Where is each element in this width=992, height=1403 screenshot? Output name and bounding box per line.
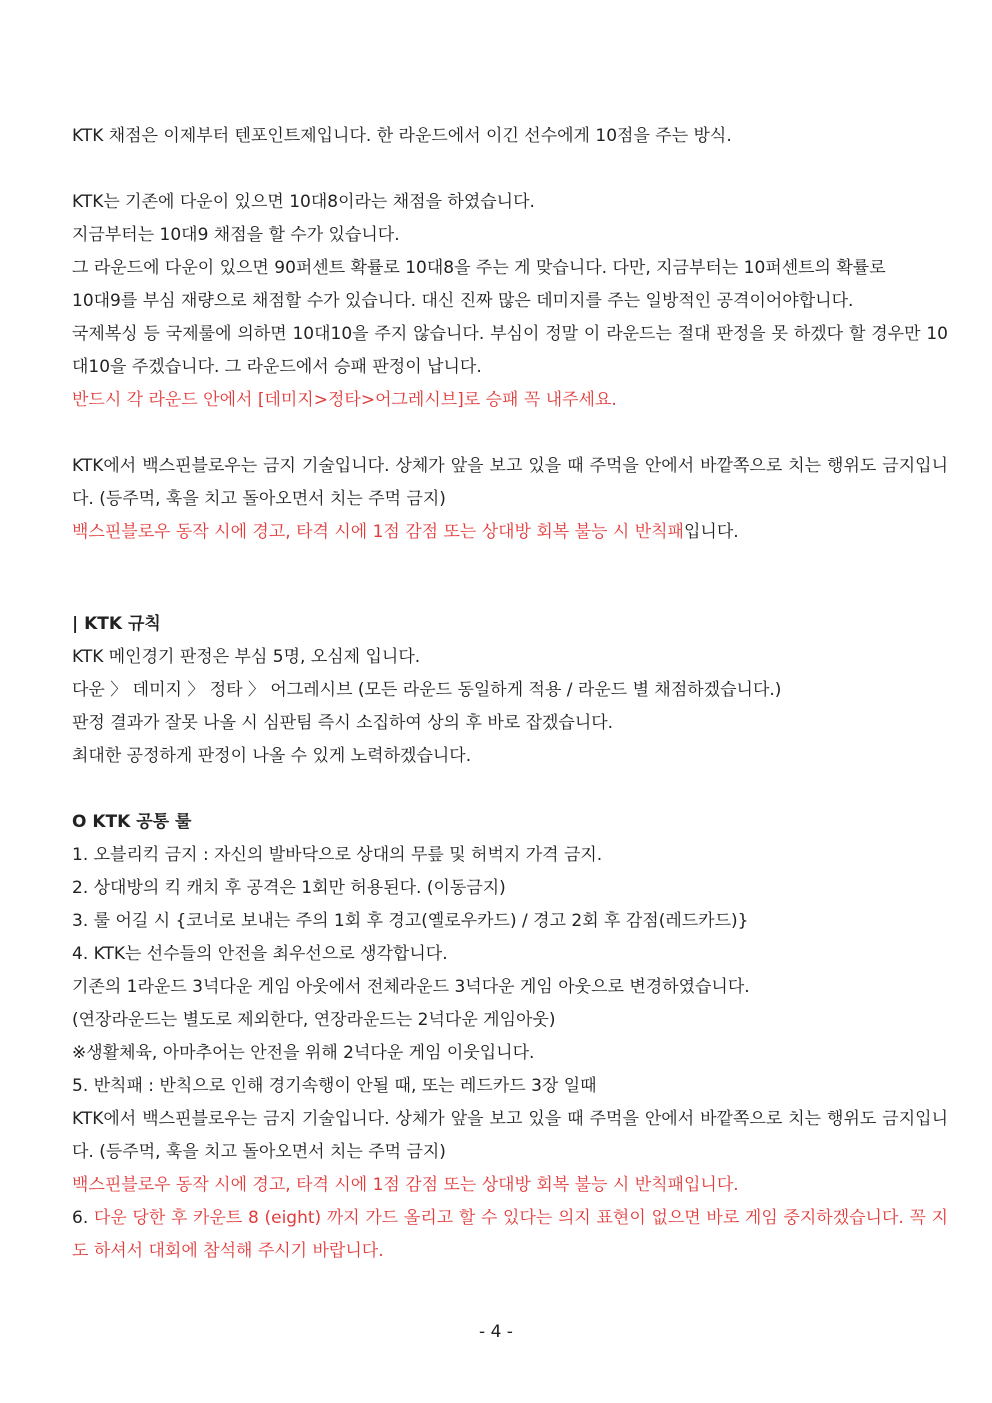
paragraph-text: 그 라운드에 다운이 있으면 90퍼센트 확률로 10대8을 주는 게 맞습니다. 다만, 지금부터는 10퍼센트의 확률로 — [72, 258, 886, 278]
paragraph-text: KTK에서 백스핀블로우는 금지 기술입니다. 상체가 앞을 보고 있을 때 주먹을 안에서 바깥쪽으로 치는 행위도 금지입니다. (등주먹, 훅을 치고 돌아오면서 치는 주먹 금지) — [72, 456, 948, 509]
list-item: 다운 〉 데미지 〉 정타 〉 어그레시브 (모든 라운드 동일하게 적용 / 라운드 별 채점하겠습니다.) — [72, 680, 782, 700]
section-title-rules: | KTK 규칙 — [72, 614, 161, 634]
list-item: 4. KTK는 선수들의 안전을 최우선으로 생각합니다. — [72, 944, 448, 964]
list-item: KTK 메인경기 판정은 부심 5명, 오심제 입니다. — [72, 647, 421, 667]
document-body — [72, 120, 948, 1268]
list-item: 기존의 1라운드 3넉다운 게임 아웃에서 전체라운드 3넉다운 게임 아웃으로 변경하였습니다. — [72, 977, 750, 997]
paragraph-text: 국제복싱 등 국제룰에 의하면 10대10을 주지 않습니다. 부심이 정말 이 라운드는 절대 판정을 못 하겠다 할 경우만 10대10을 주겠습니다. 그 라운드에서 승패 판정이 납니다. — [72, 324, 948, 377]
list-item: 1. 오블리킥 금지 : 자신의 발바닥으로 상대의 무릎 및 허벅지 가격 금지. — [72, 845, 603, 865]
highlight-text: 다운 당한 후 카운트 8 (eight) 까지 가드 올리고 할 수 있다는 의지 표현이 없으면 바로 게임 중지하겠습니다. 꼭 지도 하셔서 대회에 참석해 주시기 바랍니다. — [72, 1208, 949, 1261]
paragraph-scoring-intro: KTK 채점은 이제부터 텐포인트제입니다. 한 라운드에서 이긴 선수에게 10점을 주는 방식. — [72, 126, 732, 146]
section-title-common-rules: O KTK 공통 룰 — [72, 812, 192, 832]
list-item: 6. 다운 당한 후 카운트 8 (eight) 까지 가드 올리고 할 수 있다는 의지 표현이 없으면 바로 게임 중지하겠습니다. 꼭 지도 하셔서 대회에 참석해 주시기 바랍니다. — [72, 1208, 949, 1261]
paragraph-text: 10대9를 부심 재량으로 채점할 수가 있습니다. 대신 진짜 많은 데미지를 주는 일방적인 공격이어야합니다. — [72, 291, 854, 311]
list-item: 3. 룰 어길 시 {코너로 보내는 주의 1회 후 경고(옐로우카드) / 경고 2회 후 감점(레드카드)} — [72, 911, 749, 931]
highlight-text: 백스핀블로우 동작 시에 경고, 타격 시에 1점 감점 또는 상대방 회복 불능 시 반칙패 — [72, 522, 684, 542]
list-item: 2. 상대방의 킥 캐치 후 공격은 1회만 허용된다. (이동금지) — [72, 878, 506, 898]
list-item: ※생활체육, 아마추어는 안전을 위해 2넉다운 게임 이웃입니다. — [72, 1043, 535, 1063]
paragraph-text: 지금부터는 10대9 채점을 할 수가 있습니다. — [72, 225, 400, 245]
page-number: - 4 - — [479, 1322, 513, 1342]
highlight-text: 백스핀블로우 동작 시에 경고, 타격 시에 1점 감점 또는 상대방 회복 불능 시 반칙패입니다. — [72, 1175, 739, 1195]
list-item: 판정 결과가 잘못 나올 시 심판팀 즉시 소집하여 상의 후 바로 잡겠습니다. — [72, 713, 614, 733]
paragraph-warning: 백스핀블로우 동작 시에 경고, 타격 시에 1점 감점 또는 상대방 회복 불능 시 반칙패입니다. — [72, 522, 739, 542]
paragraph-text: KTK는 기존에 다운이 있으면 10대8이라는 채점을 하였습니다. — [72, 192, 535, 212]
list-item: 최대한 공정하게 판정이 나올 수 있게 노력하겠습니다. — [72, 746, 472, 766]
list-item: 5. 반칙패 : 반칙으로 인해 경기속행이 안될 때, 또는 레드카드 3장 일때 — [72, 1076, 597, 1096]
list-item: (연장라운드는 별도로 제외한다, 연장라운드는 2넉다운 게임아웃) — [72, 1010, 556, 1030]
highlight-text: 반드시 각 라운드 안에서 [데미지>정타>어그레시브]로 승패 꼭 내주세요. — [72, 390, 617, 410]
list-item: KTK에서 백스핀블로우는 금지 기술입니다. 상체가 앞을 보고 있을 때 주먹을 안에서 바깥쪽으로 치는 행위도 금지입니다. (등주먹, 훅을 치고 돌아오면서 치는 주먹 금지) — [72, 1109, 948, 1162]
